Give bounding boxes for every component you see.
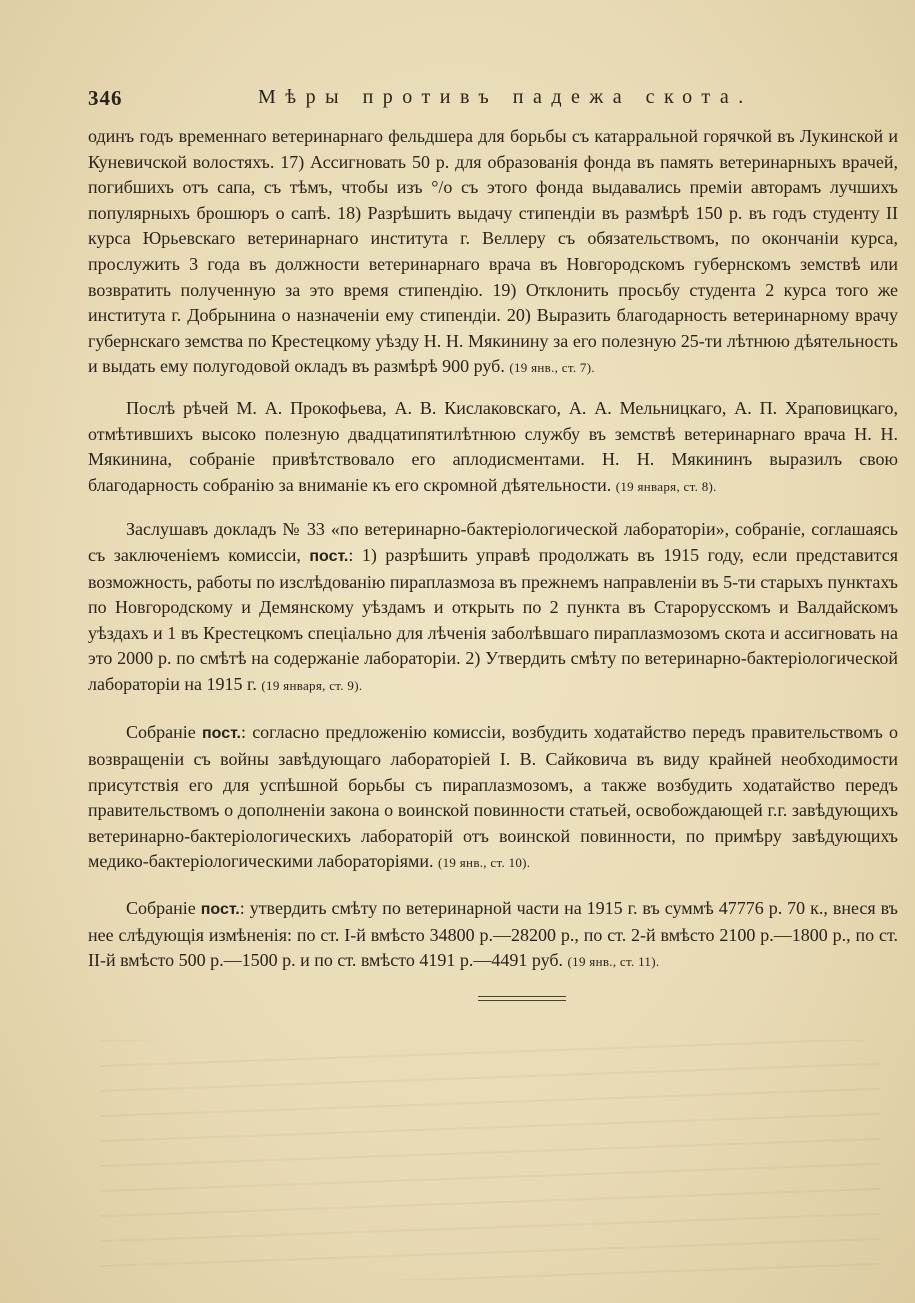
citation: (19 янв., ст. 10). xyxy=(438,855,531,871)
citation: (19 января, ст. 9). xyxy=(261,677,363,693)
page-number: 346 xyxy=(88,86,123,110)
paragraph-5 xyxy=(88,896,898,975)
paragraph-text: Собраніе xyxy=(126,898,201,919)
citation: (19 января, ст. 8). xyxy=(615,478,717,494)
resolution-keyword: пост. xyxy=(200,901,240,919)
resolution-keyword: пост. xyxy=(201,725,241,743)
paragraph-text: одинъ годъ временнаго ветеринарнаго фельдшера для борьбы съ катарральной горячкой въ Лукинской и Куневичской волостяхъ. 17) Ассигновать 50 р. для образованія фонда въ память ветеринарныхъ врачей, погибшихъ отъ сапа, съ тѣмъ, чтобы изъ °/o съ этого фонда выдавались преміи авторамъ лучшихъ популярныхъ брошюръ о сапѣ. 18) Разрѣшить выдачу стипендіи въ размѣрѣ 150 р. въ годъ студенту II курса Юрьевскаго ветеринарнаго института г. Веллеру съ обязательствомъ, по окончаніи курса, прослужить 3 года въ должности ветеринарнаго врача въ Новгородскомъ губернскомъ земствѣ или возвратить полученную за это время стипендію. 19) Отклонить просьбу студента 2 курса того же института г. Добрынина о назначеніи ему стипендіи. 20) Выразить благодарность ветеринарному врачу губернскаго земства по Крестецкому уѣзду Н. Н. Мякинину за его полезную 25-ти лѣтнюю дѣятельность и выдать ему полугодовой окладъ въ размѣрѣ 900 руб. xyxy=(88,126,898,377)
paragraph-1 xyxy=(88,124,898,381)
citation: (19 янв., ст. 7). xyxy=(509,360,595,376)
paragraph-text: Заслушавъ докладъ № 33 «по ветеринарно-бактеріологической лабораторіи», собраніе, соглашаясь съ заключеніемъ комиссіи, xyxy=(88,519,898,565)
paragraph-text: Собраніе xyxy=(126,722,202,743)
paragraph-2 xyxy=(88,396,898,499)
running-title: Мѣры противъ падежа скота. xyxy=(258,86,753,108)
paragraph-text: : утвердить смѣту по ветеринарной части на 1915 г. въ суммѣ 47776 р. 70 к., внеся въ нее слѣдующія измѣненія: по ст. І-й вмѣсто 34800 р.—28200 р., по ст. 2-й вмѣсто 2100 р.—1800 р., по ст. ІІ-й вмѣсто 500 р.—1500 р. и по ст. вмѣсто 4191 р.—4491 руб. xyxy=(88,898,898,971)
paragraph-text: : 1) разрѣшить управѣ продолжать въ 1915 году, если представится возможность, работы по изслѣдованію пираплазмоза въ прежнемъ направленіи въ 5-ти старыхъ пунктахъ по Новгородскому и Демянскому уѣздамъ и открыть по 2 пункта въ Старорусскомъ и Валдайскомъ уѣздахъ и 1 въ Крестецкомъ спеціально для лѣченія заболѣвшаго пираплазмозомъ скота и ассигновать на это 2000 р. по смѣтѣ на содержаніе лабораторіи. 2) Утвердить смѣту по ветеринарно-бактеріологической лабораторіи на 1915 г. xyxy=(88,544,899,694)
citation: (19 янв., ст. 11). xyxy=(567,954,660,970)
resolution-keyword: пост. xyxy=(309,547,349,565)
paragraph-3 xyxy=(88,517,898,698)
paragraph-4 xyxy=(88,720,898,876)
show-through-texture xyxy=(100,1040,880,1280)
paragraph-text: : согласно предложенію комиссіи, возбудить ходатайство передъ правительствомъ о возвращеніи съ войны завѣдующаго лабораторіей І. В. Сайковича въ виду крайней необходимости присутствія его для успѣшной борьбы съ пираплазмозомъ, а также возбудить ходатайство передъ правительствомъ о дополненіи закона о воинской повинности статьей, освобождающей г.г. завѣдующихъ ветеринарно-бактеріологическихъ лабораторій отъ воинской повинности, по примѣру завѣдующихъ медико-бактеріологическими лабораторіями. xyxy=(88,722,898,872)
body-text xyxy=(88,124,898,975)
page-header xyxy=(88,86,823,114)
section-end-rule xyxy=(478,996,566,1001)
paragraph-text: Послѣ рѣчей М. А. Прокофьева, А. В. Кислаковскаго, А. А. Мельницкаго, А. П. Храповицкаго, отмѣтившихъ высоко полезную двадцатипятилѣтнюю службу въ земствѣ ветеринарнаго врача Н. Н. Мякинина, собраніе привѣтствовало его аплодисментами. Н. Н. Мякининъ выразилъ свою благодарность собранію за вниманіе къ его скромной дѣятельности. xyxy=(88,397,898,495)
